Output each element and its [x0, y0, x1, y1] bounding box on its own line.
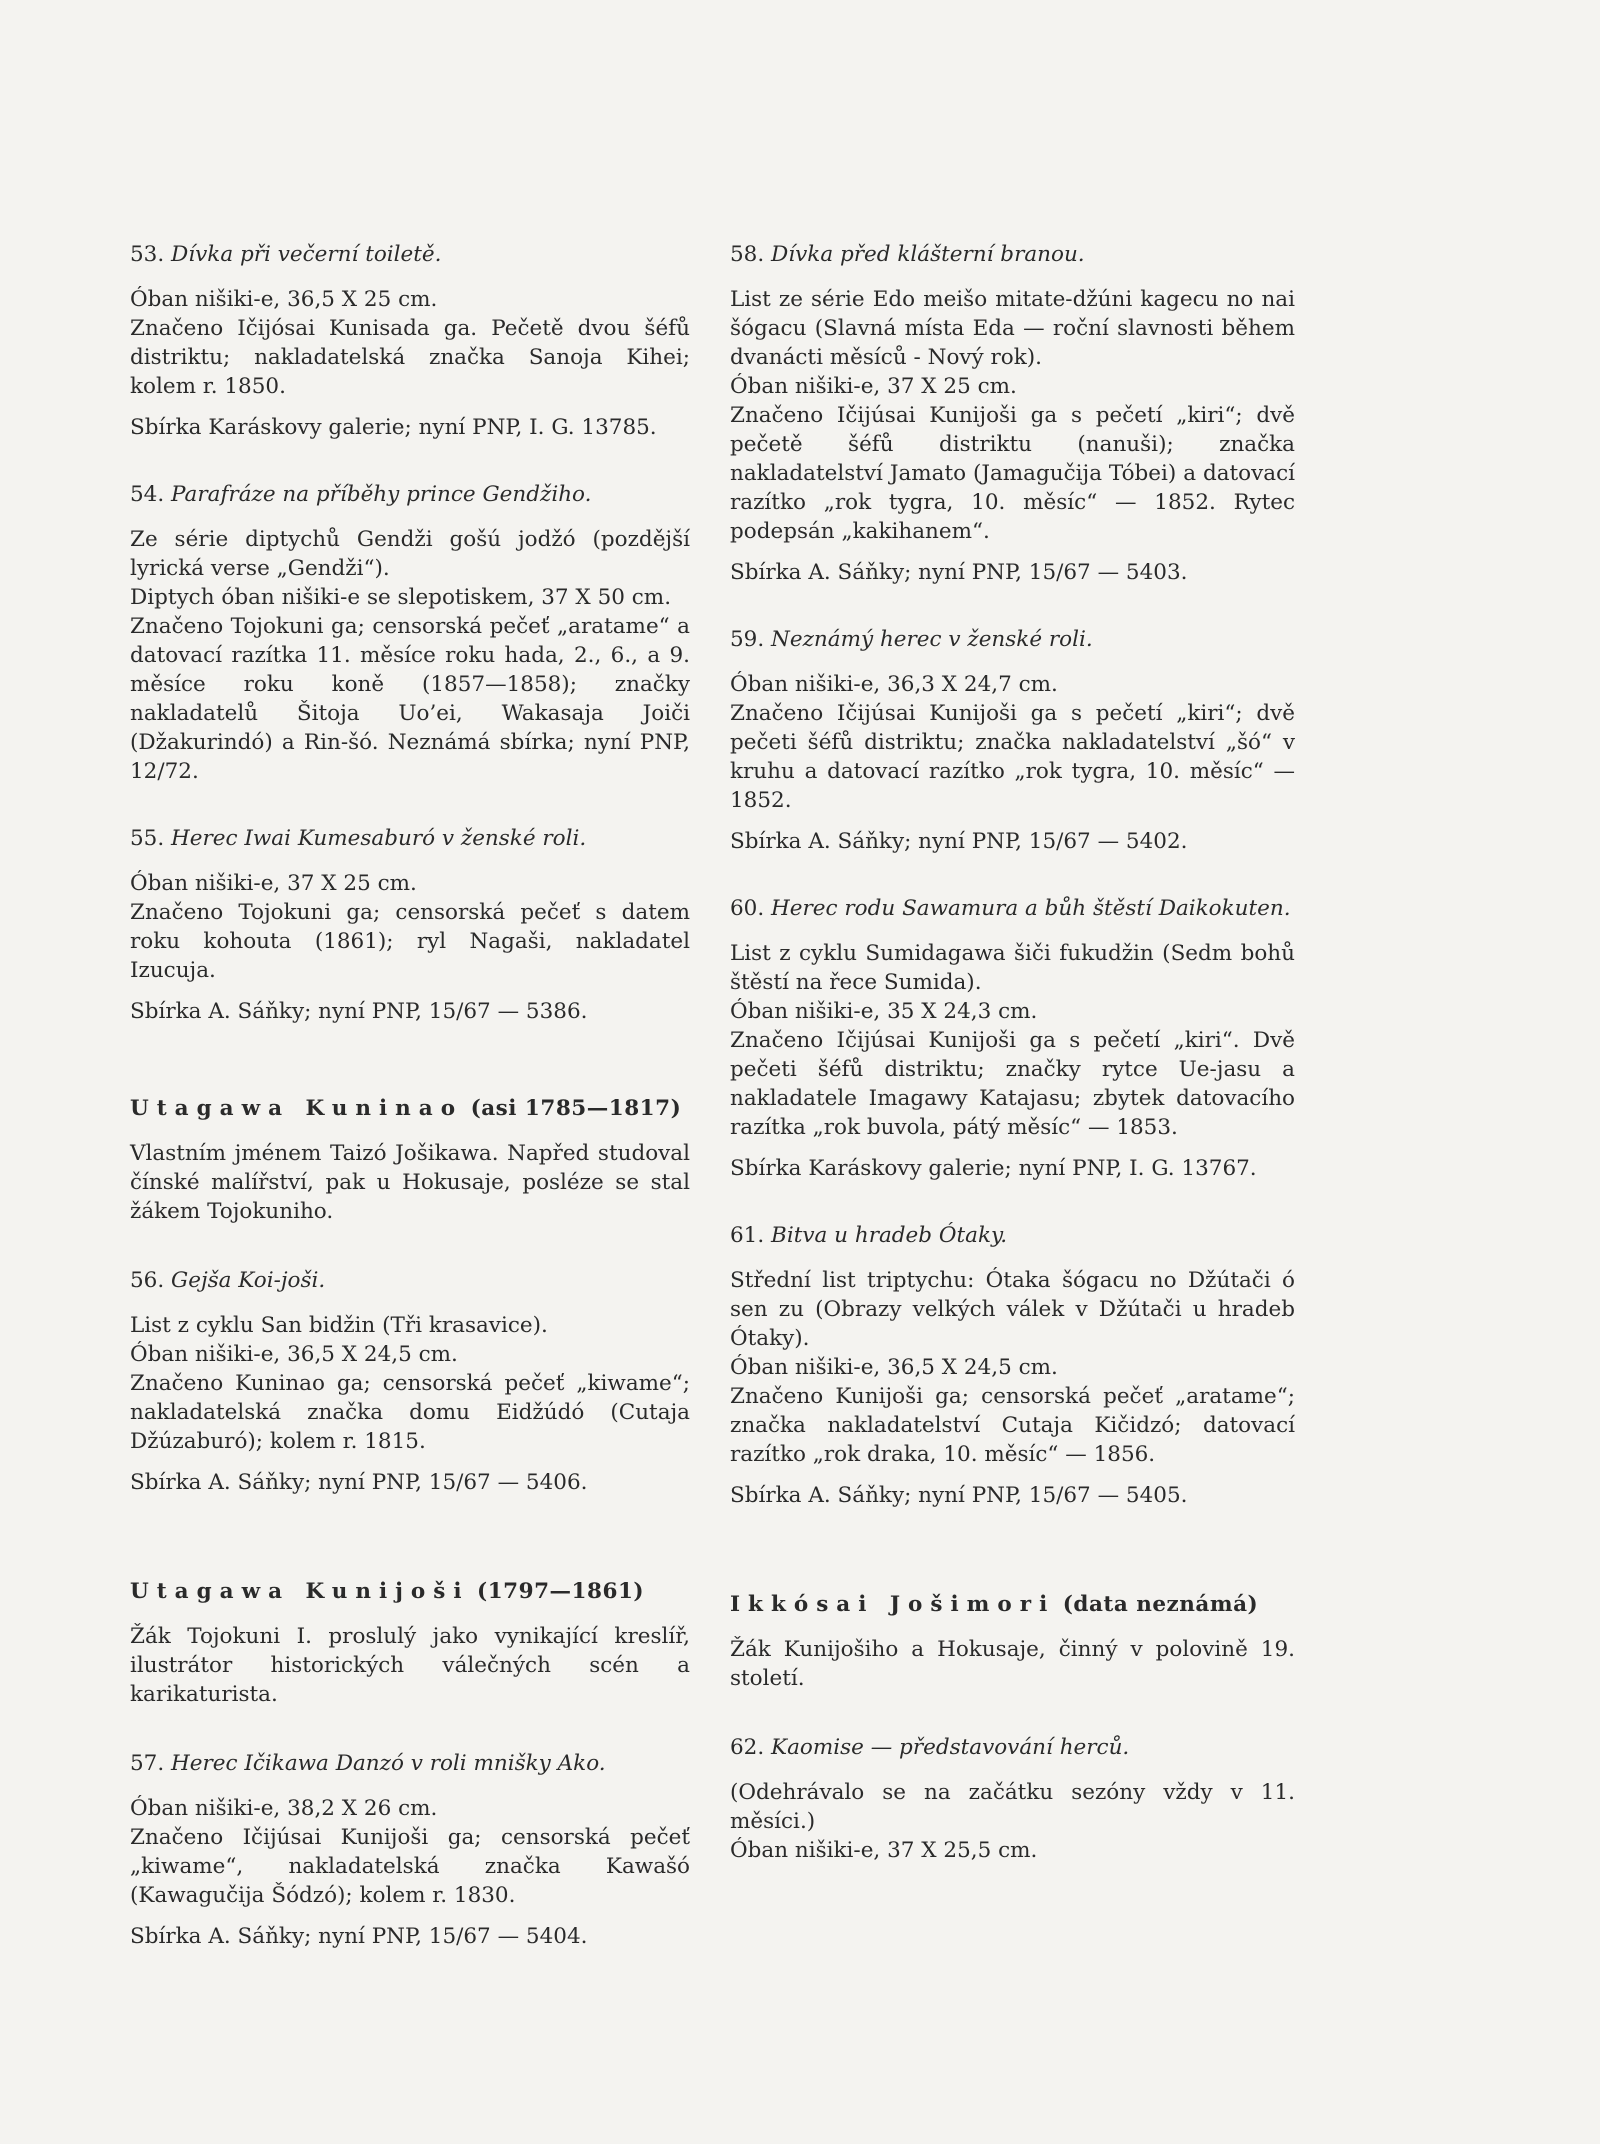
- entry-number: 59.: [730, 627, 765, 652]
- entry-collection: Sbírka Karáskovy galerie; nyní PNP, I. G. 13767.: [730, 1156, 1257, 1181]
- entry-series: Ze série diptychů Gendži gošú jodžó (pozdější lyrická verse „Gendži“).: [130, 527, 690, 581]
- entry-number: 54.: [130, 482, 165, 507]
- entry-heading: [130, 824, 690, 853]
- entry-collection: Sbírka Karáskovy galerie; nyní PNP, I. G. 13785.: [130, 415, 657, 440]
- entry-format: Diptych óban nišiki-e se slepotiskem, 37 X 50 cm.: [130, 585, 672, 610]
- entry-collection: Sbírka A. Sáňky; nyní PNP, 15/67 — 5386.: [130, 999, 588, 1024]
- entry-collection: Sbírka A. Sáňky; nyní PNP, 15/67 — 5403.: [730, 560, 1188, 585]
- entry-title: Herec Iwai Kumesaburó v ženské roli.: [171, 826, 587, 851]
- entry-number: 53.: [130, 242, 165, 267]
- entry-collection: Sbírka A. Sáňky; nyní PNP, 15/67 — 5406.: [130, 1470, 588, 1495]
- entry-format: Óban nišiki-e, 36,5 X 24,5 cm.: [130, 1342, 458, 1367]
- left-column: [130, 240, 690, 1989]
- entry-signature: Značeno Tojokuni ga; censorská pečeť s datem roku kohouta (1861); ryl Nagaši, nakladatel Izucuja.: [130, 900, 690, 983]
- entry-signature: Značeno Ičijúsai Kunijoši ga s pečetí „kiri“; dvě pečetě šéfů distriktu (nanuši); značka nakladatelství Jamato (Jamagučija Tóbei) a datovací razítko „rok tygra, 10. měsíc“ — 1852. Rytec podepsán „kakihanem“.: [730, 403, 1295, 544]
- entry-number: 60.: [730, 896, 765, 921]
- artist-dates: (1797—1861): [477, 1579, 645, 1604]
- artist-section-kuninao: [130, 1094, 690, 1226]
- entry-number: 58.: [730, 242, 765, 267]
- artist-heading: [730, 1590, 1295, 1619]
- entry-number: 57.: [130, 1751, 165, 1776]
- entry-series: List z cyklu Sumidagawa šiči fukudžin (Sedm bohů štěstí na řece Sumida).: [730, 941, 1295, 995]
- catalog-entry-54: [130, 480, 690, 786]
- entry-heading: [130, 480, 690, 509]
- entry-signature: Značeno Tojokuni ga; censorská pečeť „aratame“ a datovací razítka 11. měsíce roku hada, 2., 6., a 9. měsíce roku koně (1857—1858); značky nakladatelů Šitoja Uo’ei, Wakasaja Joiči (Džakurindó) a Rin-šó. Neznámá sbírka; nyní PNP, 12/72.: [130, 614, 690, 784]
- artist-dates: (data neznámá): [1062, 1592, 1259, 1617]
- right-column: [730, 240, 1295, 1903]
- entry-signature: Značeno Ičijúsai Kunijoši ga s pečetí „kiri“; dvě pečeti šéfů distriktu; značka nakladatelství „šó“ v kruhu a datovací razítko „rok tygra, 10. měsíc“ — 1852.: [730, 701, 1295, 813]
- entry-number: 61.: [730, 1223, 765, 1248]
- artist-bio: Žák Tojokuni I. proslulý jako vynikající kreslíř, ilustrátor historických válečných scén a karikaturista.: [130, 1624, 690, 1707]
- entry-number: 56.: [130, 1268, 165, 1293]
- artist-name: Utagawa Kunijoši: [130, 1579, 470, 1604]
- entry-title: Dívka před klášterní branou.: [771, 242, 1085, 267]
- entry-title: Kaomise — představování herců.: [771, 1735, 1130, 1760]
- entry-format: Óban nišiki-e, 36,5 X 25 cm.: [130, 287, 438, 312]
- artist-bio: Žák Kunijošiho a Hokusaje, činný v polovině 19. století.: [730, 1637, 1295, 1691]
- entry-format: Óban nišiki-e, 36,5 X 24,5 cm.: [730, 1355, 1058, 1380]
- entry-heading: [730, 240, 1295, 269]
- artist-name: Utagawa Kuninao: [130, 1096, 464, 1121]
- catalog-entry-60: [730, 894, 1295, 1183]
- catalog-entry-58: [730, 240, 1295, 587]
- entry-series: List z cyklu San bidžin (Tři krasavice).: [130, 1313, 548, 1338]
- entry-format: Óban nišiki-e, 36,3 X 24,7 cm.: [730, 672, 1058, 697]
- entry-title: Herec rodu Sawamura a bůh štěstí Daikokuten.: [771, 896, 1291, 921]
- entry-number: 62.: [730, 1735, 765, 1760]
- entry-title: Herec Ičikawa Danzó v roli mnišky Ako.: [171, 1751, 606, 1776]
- artist-name: Ikkósai Jošimori: [730, 1592, 1056, 1617]
- entry-signature: Značeno Kuninao ga; censorská pečeť „kiwame“; nakladatelská značka domu Eidžúdó (Cutaja Džúzaburó); kolem r. 1815.: [130, 1371, 690, 1454]
- artist-bio: Vlastním jménem Taizó Jošikawa. Napřed studoval čínské malířství, pak u Hokusaje, posléze se stal žákem Tojokuniho.: [130, 1141, 690, 1224]
- catalog-entry-62: [730, 1733, 1295, 1865]
- entry-signature: Značeno Ičijósai Kunisada ga. Pečetě dvou šéfů distriktu; nakladatelská značka Sanoja Kihei; kolem r. 1850.: [130, 316, 690, 399]
- catalog-entry-59: [730, 625, 1295, 856]
- catalog-entry-55: [130, 824, 690, 1026]
- entry-series: Střední list triptychu: Ótaka šógacu no Džútači ó sen zu (Obrazy velkých válek v Džútači u hradeb Ótaky).: [730, 1268, 1295, 1351]
- entry-signature: Značeno Ičijúsai Kunijoši ga s pečetí „kiri“. Dvě pečeti šéfů distriktu; značky rytce Ue-jasu a nakladatele Imagawy Katajasu; zbytek datovacího razítka „rok buvola, pátý měsíc“ — 1853.: [730, 1028, 1295, 1140]
- entry-signature: Značeno Kunijoši ga; censorská pečeť „aratame“; značka nakladatelství Cutaja Kičidzó; datovací razítko „rok draka, 10. měsíc“ — 1856.: [730, 1384, 1295, 1467]
- entry-title: Dívka při večerní toiletě.: [171, 242, 442, 267]
- entry-format: Óban nišiki-e, 35 X 24,3 cm.: [730, 999, 1038, 1024]
- entry-title: Parafráze na příběhy prince Gendžiho.: [171, 482, 592, 507]
- entry-format: Óban nišiki-e, 38,2 X 26 cm.: [130, 1796, 438, 1821]
- entry-note: (Odehrávalo se na začátku sezóny vždy v 11. měsíci.): [730, 1780, 1295, 1834]
- artist-section-josimori: [730, 1590, 1295, 1693]
- artist-section-kunijosi: [130, 1577, 690, 1709]
- entry-format: Óban nišiki-e, 37 X 25 cm.: [730, 374, 1017, 399]
- entry-format: Óban nišiki-e, 37 X 25 cm.: [130, 871, 417, 896]
- entry-title: Gejša Koi-joši.: [171, 1268, 326, 1293]
- catalog-entry-53: [130, 240, 690, 442]
- artist-heading: [130, 1094, 690, 1123]
- entry-heading: [130, 1749, 690, 1778]
- entry-heading: [730, 1221, 1295, 1250]
- entry-heading: [730, 625, 1295, 654]
- entry-title: Bitva u hradeb Ótaky.: [771, 1223, 1008, 1248]
- catalog-entry-56: [130, 1266, 690, 1497]
- entry-heading: [130, 240, 690, 269]
- entry-title: Neznámý herec v ženské roli.: [771, 627, 1093, 652]
- artist-dates: (asi 1785—1817): [470, 1096, 682, 1121]
- entry-series: List ze série Edo meišo mitate-džúni kagecu no nai šógacu (Slavná místa Eda — roční slavnosti během dvanácti měsíců - Nový rok).: [730, 287, 1295, 370]
- entry-signature: Značeno Ičijúsai Kunijoši ga; censorská pečeť „kiwame“, nakladatelská značka Kawašó (Kawagučija Šódzó); kolem r. 1830.: [130, 1825, 690, 1908]
- entry-collection: Sbírka A. Sáňky; nyní PNP, 15/67 — 5402.: [730, 829, 1188, 854]
- entry-heading: [730, 1733, 1295, 1762]
- entry-number: 55.: [130, 826, 165, 851]
- entry-heading: [730, 894, 1295, 923]
- artist-heading: [130, 1577, 690, 1606]
- entry-heading: [130, 1266, 690, 1295]
- catalog-entry-57: [130, 1749, 690, 1951]
- entry-collection: Sbírka A. Sáňky; nyní PNP, 15/67 — 5404.: [130, 1924, 588, 1949]
- entry-collection: Sbírka A. Sáňky; nyní PNP, 15/67 — 5405.: [730, 1483, 1188, 1508]
- entry-format: Óban nišiki-e, 37 X 25,5 cm.: [730, 1838, 1038, 1863]
- catalog-entry-61: [730, 1221, 1295, 1510]
